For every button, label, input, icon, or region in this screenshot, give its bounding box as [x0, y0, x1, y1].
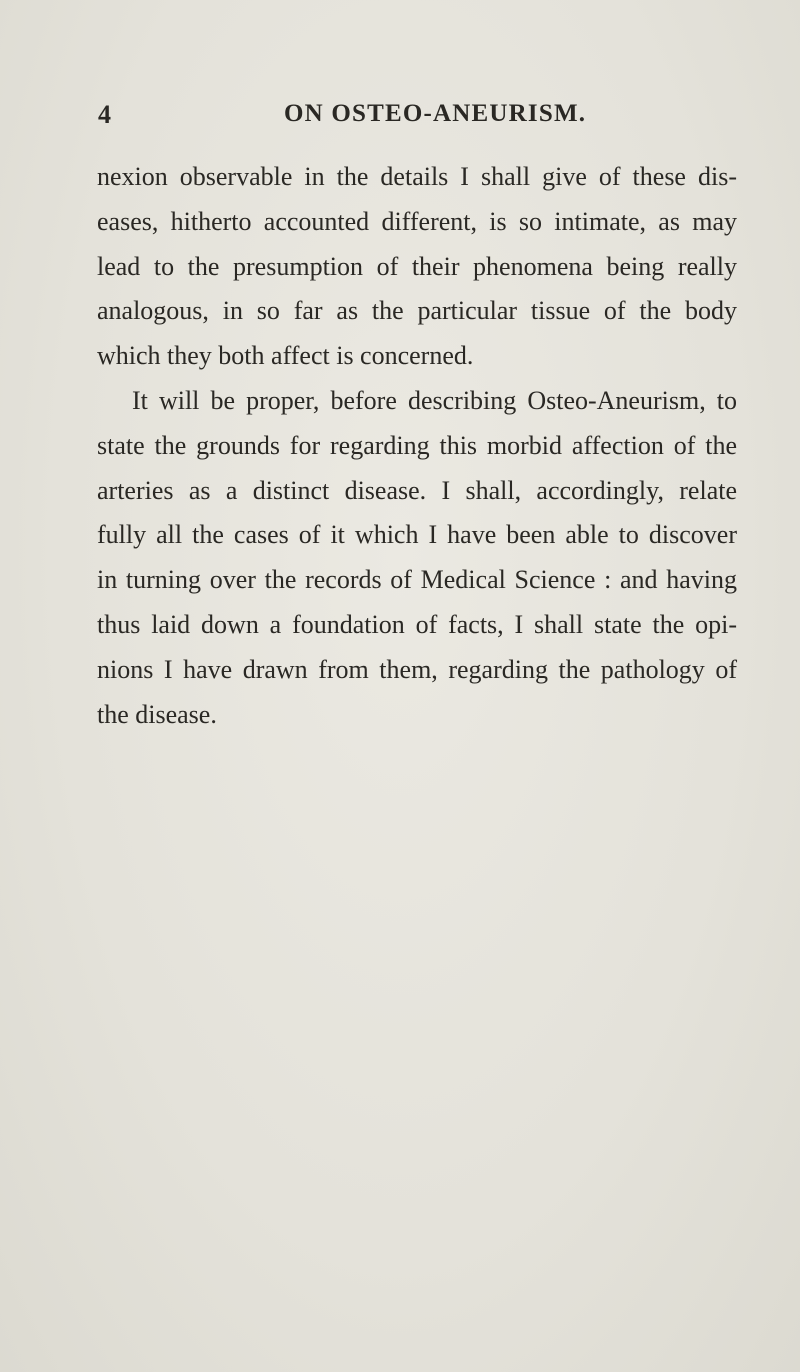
running-head [98, 100, 748, 140]
text-line-11: thus laid down a foundation of facts, I shall state the opi- [97, 609, 737, 639]
text-line-13: the disease. [97, 699, 217, 729]
text-line-7: state the grounds for regarding this morbid affection of the [97, 430, 737, 460]
text-line-12: nions I have drawn from them, regarding the pathology of [97, 654, 737, 684]
body-text [97, 155, 737, 737]
text-line-5: which they both affect is concerned. [97, 341, 474, 371]
text-line-6: It will be proper, before describing Osteo-Aneurism, to [132, 385, 737, 415]
text-line-10: in turning over the records of Medical Science : and having [97, 565, 737, 595]
text-line-1: nexion observable in the details I shall give of these dis- [97, 162, 737, 191]
text-line-3: lead to the presumption of their phenomena being really [97, 251, 737, 281]
text-line-4: analogous, in so far as the particular tissue of the body [97, 296, 737, 326]
text-line-9: fully all the cases of it which I have been able to discover [97, 520, 737, 550]
page-number: 4 [98, 100, 111, 129]
text-line-8: arteries as a distinct disease. I shall, accordingly, relate [97, 475, 737, 505]
running-title: ON OSTEO-ANEURISM. [284, 100, 587, 127]
text-line-2: eases, hitherto accounted different, is so intimate, as may [97, 206, 737, 236]
